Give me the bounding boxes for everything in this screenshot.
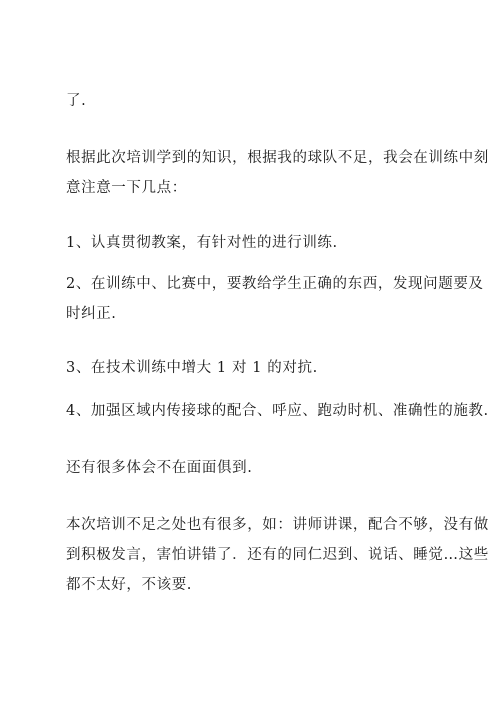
text-line: 时纠正. — [66, 306, 117, 322]
list-item-4 — [66, 396, 489, 426]
text-line: 了. — [66, 93, 87, 109]
text-line: 4、加强区域内传接球的配合、呼应、跑动时机、准确性的施教. — [66, 403, 489, 419]
text-line: 意注意一下几点： — [66, 180, 187, 196]
text-line: 到积极发言，害怕讲错了．还有的同仁迟到、说话、睡觉…这些 — [66, 547, 489, 563]
text-line: 1、认真贯彻教案，有针对性的进行训练. — [66, 235, 338, 251]
paragraph-continuation — [66, 86, 446, 116]
list-item-1 — [66, 228, 446, 258]
text-line: 还有很多体会不在面面俱到. — [66, 460, 253, 476]
paragraph-intro — [66, 143, 489, 203]
text-line: 2、在训练中、比赛中，要教给学生正确的东西，发现问题要及 — [66, 276, 484, 292]
text-line: 3、在技术训练中增大 1 对 1 的对抗. — [66, 360, 318, 376]
list-item-2 — [66, 269, 484, 329]
paragraph-remark — [66, 453, 446, 483]
text-line: 根据此次培训学到的知识，根据我的球队不足，我会在训练中刻 — [66, 150, 489, 166]
text-line: 都不太好，不该要. — [66, 577, 193, 593]
paragraph-shortcomings — [66, 510, 489, 600]
list-item-3 — [66, 353, 446, 383]
text-line: 本次培训不足之处也有很多，如：讲师讲课，配合不够，没有做 — [66, 517, 489, 533]
